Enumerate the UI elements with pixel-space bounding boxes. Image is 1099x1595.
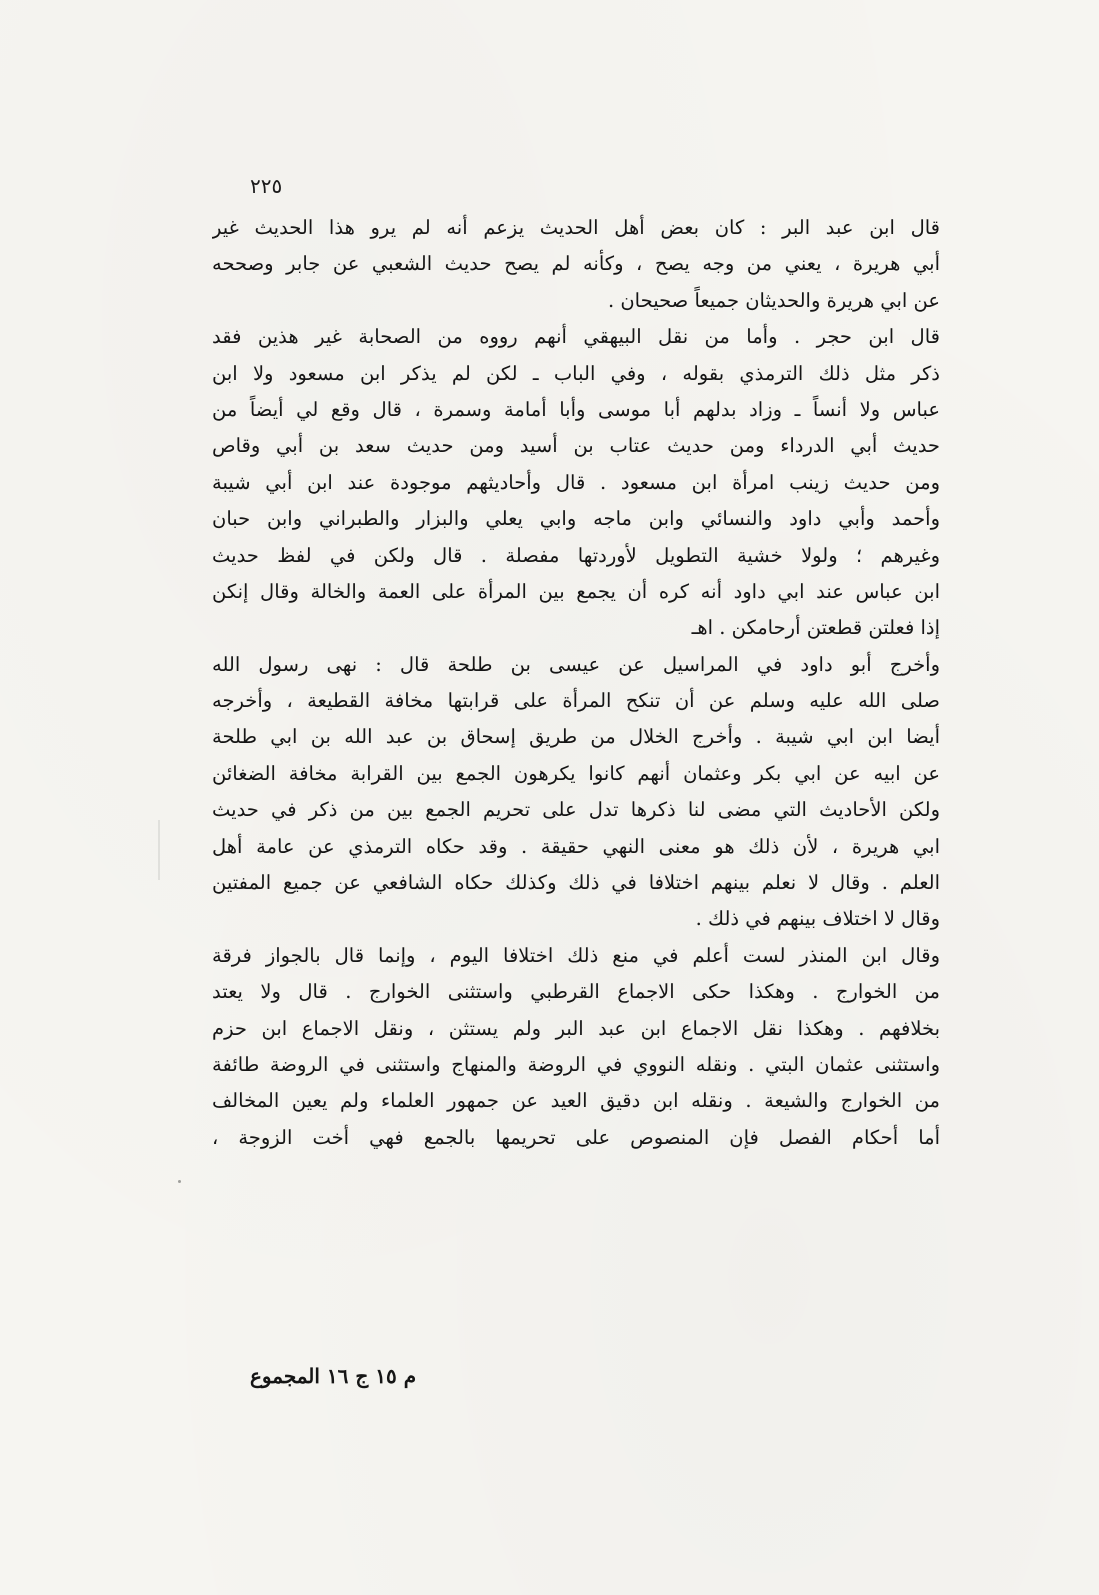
text-line: وغيرهم ؛ ولولا خشية التطويل لأوردتها مفصلة . قال ولكن في لفظ حديث — [212, 543, 940, 567]
text-line: عن ابيه عن ابي بكر وعثمان أنهم كانوا يكرهون الجمع بين القرابة مخافة الضغائن — [212, 761, 940, 785]
margin-dot — [178, 1180, 181, 1183]
text-line: ومن حديث زينب امرأة ابن مسعود . قال وأحاديثهم موجودة عند ابن أبي شيبة — [212, 470, 940, 494]
text-line: إذا فعلتن قطعتن أرحامكن . اهـ — [691, 616, 940, 640]
text-line: من الخوارج . وهكذا حكى الاجماع القرطبي واستثنى الخوارج . قال ولا يعتد — [212, 980, 940, 1004]
text-line: ابي هريرة ، لأن ذلك هو معنى النهي حقيقة . وقد حكاه الترمذي عن عامة أهل — [212, 834, 940, 858]
text-line: واستثنى عثمان البتي . ونقله النووي في الروضة والمنهاج واستثنى في الروضة طائفة — [212, 1052, 940, 1076]
text-line: ولكن الأحاديث التي مضى لنا ذكرها تدل على تحريم الجمع بين من ذكر في حديث — [212, 798, 940, 822]
text-line: بخلافهم . وهكذا نقل الاجماع ابن عبد البر ولم يستثن ، ونقل الاجماع ابن حزم — [212, 1016, 940, 1040]
text-line: أبي هريرة ، يعني من وجه يصح ، وكأنه لم يصح حديث الشعبي عن جابر وصححه — [212, 252, 940, 276]
text-line: أيضا ابن ابي شيبة . وأخرج الخلال من طريق إسحاق بن عبد الله بن ابي طلحة — [212, 725, 940, 749]
margin-smudge — [158, 820, 160, 880]
text-line: وأخرج أبو داود في المراسيل عن عيسى بن طلحة قال : نهى رسول الله — [212, 652, 940, 676]
text-line: قال ابن حجر . وأما من نقل البيهقي أنهم رووه من الصحابة غير هذين فقد — [212, 325, 940, 349]
text-line: ابن عباس عند ابي داود أنه كره أن يجمع بين المرأة على العمة والخالة وقال إنكن — [212, 579, 940, 603]
body-text — [212, 210, 940, 1156]
text-line: وقال ابن المنذر لست أعلم في منع ذلك اختلافا اليوم ، وإنما قال بالجواز فرقة — [212, 943, 940, 967]
page-number: ٢٢٥ — [250, 174, 283, 198]
text-line: حديث أبي الدرداء ومن حديث عتاب بن أسيد ومن حديث سعد بن أبي وقاص — [212, 434, 940, 458]
text-line: وقال لا اختلاف بينهم في ذلك . — [695, 907, 940, 931]
text-line: ذكر مثل ذلك الترمذي بقوله ، وفي الباب ـ لكن لم يذكر ابن مسعود ولا ابن — [212, 361, 940, 385]
text-line: العلم . وقال لا نعلم بينهم اختلافا في ذلك وكذلك حكاه الشافعي عن جميع المفتين — [212, 871, 940, 895]
text-line: أما أحكام الفصل فإن المنصوص على تحريمها بالجمع فهي أخت الزوجة ، — [212, 1125, 940, 1149]
text-line: من الخوارج والشيعة . ونقله ابن دقيق العيد عن جمهور العلماء ولم يعين المخالف — [212, 1089, 940, 1113]
page-footer-signature: م ١٥ ج ١٦ المجموع — [250, 1364, 417, 1388]
text-line: عن ابي هريرة والحديثان جميعاً صحيحان . — [607, 288, 940, 312]
text-line: وأحمد وأبي داود والنسائي وابن ماجه وابي يعلي والبزار والطبراني وابن حبان — [212, 507, 940, 531]
text-line: صلى الله عليه وسلم عن أن تنكح المرأة على قرابتها مخافة القطيعة ، وأخرجه — [212, 689, 940, 713]
text-line: قال ابن عبد البر : كان بعض أهل الحديث يزعم أنه لم يرو هذا الحديث غير — [212, 216, 940, 239]
text-line: عباس ولا أنساً ـ وزاد بدلهم أبا موسى وأبا أمامة وسمرة ، قال وقع لي أيضاً من — [212, 397, 940, 421]
